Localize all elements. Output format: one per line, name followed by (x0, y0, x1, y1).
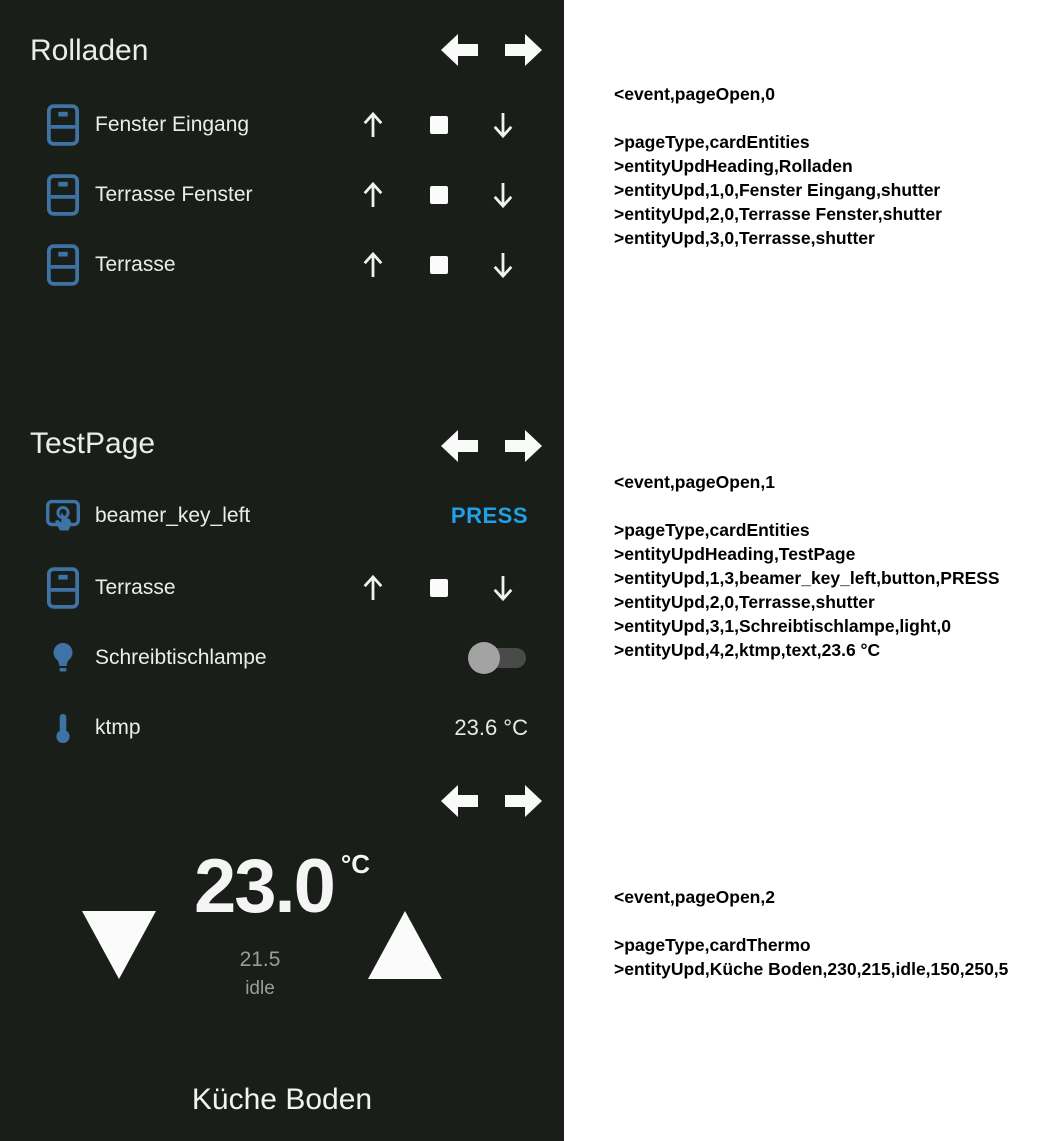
protocol-line (614, 106, 942, 130)
stop-square-icon (430, 256, 448, 274)
stop-square-icon (430, 116, 448, 134)
thermometer-icon (46, 707, 80, 749)
shutter-up-button[interactable] (357, 572, 389, 604)
protocol-line: >entityUpd,3,1,Schreibtischlampe,light,0 (614, 616, 951, 636)
shutter-up-button[interactable] (357, 179, 389, 211)
entity-row (0, 634, 564, 682)
entity-label: Terrasse (95, 576, 176, 599)
window-shutter-icon (46, 244, 80, 286)
light-bulb-icon (46, 637, 80, 679)
shutter-stop-button[interactable] (423, 109, 455, 141)
entity-row (0, 704, 564, 752)
protocol-line: >pageType,cardThermo (614, 935, 811, 955)
entity-label: Fenster Eingang (95, 113, 250, 136)
protocol-line: >entityUpd,Küche Boden,230,215,idle,150,250,5 (614, 959, 1009, 979)
shutter-down-button[interactable] (487, 109, 519, 141)
hvac-state: idle (245, 978, 275, 999)
protocol-line (614, 909, 1008, 933)
temp-increase-button[interactable] (368, 911, 442, 979)
window-shutter-icon (46, 567, 80, 609)
window-shutter-icon (46, 174, 80, 216)
current-temperature-value: 23.0 (193, 844, 334, 929)
entity-row (0, 492, 564, 540)
entity-row (0, 241, 564, 289)
protocol-line: >entityUpd,2,0,Terrasse,shutter (614, 592, 875, 612)
protocol-line: >entityUpdHeading,TestPage (614, 544, 856, 564)
protocol-block-page1 (614, 470, 1000, 662)
shutter-stop-button[interactable] (423, 249, 455, 281)
next-page-button[interactable] (505, 430, 542, 462)
protocol-line: >entityUpdHeading,Rolladen (614, 156, 853, 176)
protocol-line: >entityUpd,3,0,Terrasse,shutter (614, 228, 875, 248)
triangle-up-icon (368, 911, 442, 979)
entity-label: Schreibtischlampe (95, 646, 267, 669)
entity-label: beamer_key_left (95, 504, 251, 527)
press-button[interactable]: PRESS (450, 503, 528, 528)
thermostat-name: Küche Boden (191, 1083, 373, 1116)
protocol-block-page2 (614, 885, 1008, 981)
page-title-testpage: TestPage (30, 427, 156, 460)
arrow-right-icon (505, 34, 542, 66)
shutter-up-button[interactable] (357, 249, 389, 281)
arrow-left-icon (441, 430, 478, 462)
shutter-down-button[interactable] (487, 572, 519, 604)
shutter-up-button[interactable] (357, 109, 389, 141)
arrow-right-icon (505, 430, 542, 462)
protocol-line: >pageType,cardEntities (614, 520, 810, 540)
shutter-stop-button[interactable] (423, 572, 455, 604)
stop-square-icon (430, 579, 448, 597)
arrow-left-icon (441, 34, 478, 66)
protocol-line (614, 494, 1000, 518)
protocol-line: <event,pageOpen,2 (614, 887, 775, 907)
window-shutter-icon (46, 104, 80, 146)
gesture-tap-button-icon (46, 495, 80, 537)
protocol-line: >entityUpd,2,0,Terrasse Fenster,shutter (614, 204, 942, 224)
temp-decrease-button[interactable] (82, 911, 156, 979)
protocol-block-page0 (614, 82, 942, 250)
prev-page-button[interactable] (441, 34, 478, 66)
protocol-line: <event,pageOpen,1 (614, 472, 775, 492)
stop-square-icon (430, 186, 448, 204)
protocol-line: >entityUpd,4,2,ktmp,text,23.6 °C (614, 640, 881, 660)
protocol-line: >pageType,cardEntities (614, 132, 810, 152)
temperature-unit: °C (340, 849, 371, 879)
protocol-line: >entityUpd,1,3,beamer_key_left,button,PRESS (614, 568, 1000, 588)
prev-page-button[interactable] (441, 785, 478, 817)
protocol-line: >entityUpd,1,0,Fenster Eingang,shutter (614, 180, 941, 200)
light-toggle-switch[interactable] (468, 641, 526, 675)
target-temperature: 21.5 (239, 948, 281, 971)
arrow-left-icon (441, 785, 478, 817)
entity-row (0, 101, 564, 149)
entity-label: Terrasse (95, 253, 176, 276)
prev-page-button[interactable] (441, 430, 478, 462)
sensor-value: 23.6 °C (454, 715, 528, 740)
toggle-knob (468, 642, 500, 674)
triangle-down-icon (82, 911, 156, 979)
next-page-button[interactable] (505, 785, 542, 817)
arrow-right-icon (505, 785, 542, 817)
entity-row (0, 564, 564, 612)
protocol-line: <event,pageOpen,0 (614, 84, 775, 104)
entity-label: Terrasse Fenster (95, 183, 253, 206)
shutter-down-button[interactable] (487, 249, 519, 281)
entity-row (0, 171, 564, 219)
next-page-button[interactable] (505, 34, 542, 66)
entity-label: ktmp (95, 716, 141, 739)
page-title-rolladen: Rolladen (30, 34, 149, 67)
shutter-down-button[interactable] (487, 179, 519, 211)
shutter-stop-button[interactable] (423, 179, 455, 211)
